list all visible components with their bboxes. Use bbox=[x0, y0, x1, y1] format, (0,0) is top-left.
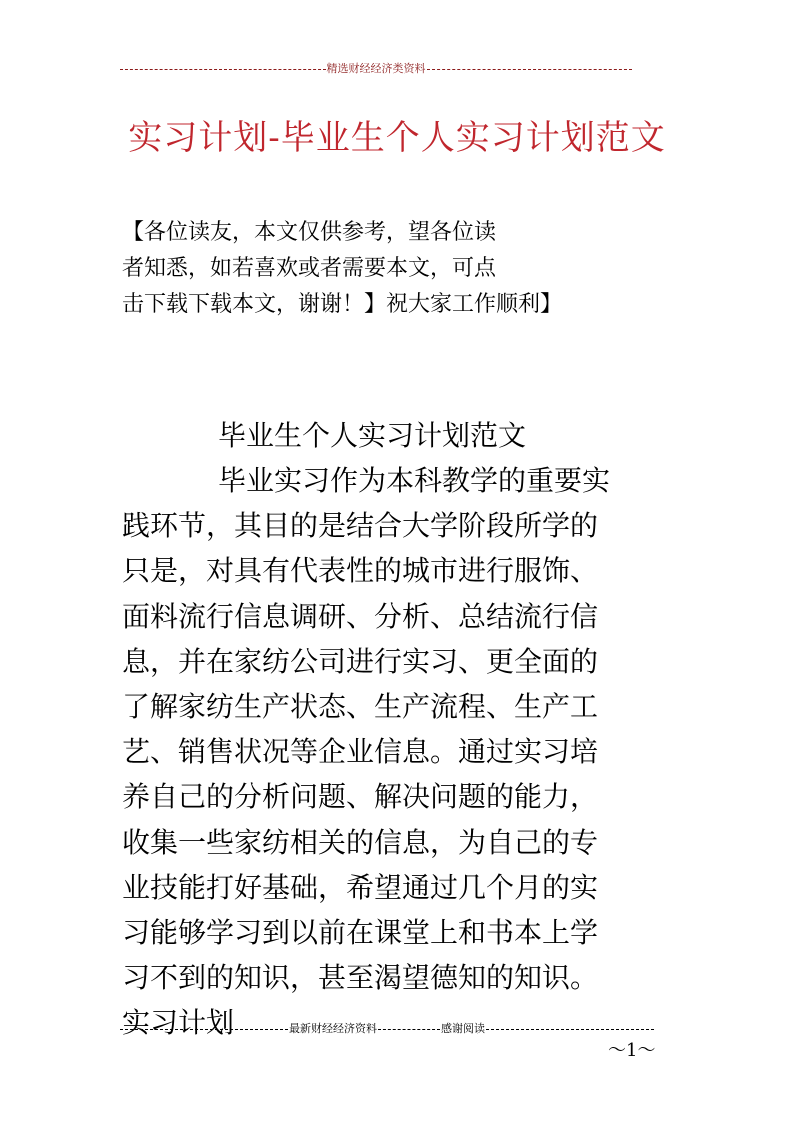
footer-right-label: 感谢阅读 bbox=[441, 1022, 485, 1035]
header-rule-right bbox=[427, 69, 633, 70]
notice-line: 【各位读友，本文仅供参考，望各位读 bbox=[122, 220, 497, 245]
body-line: 习不到的知识，甚至渴望德知的知识。 bbox=[122, 961, 599, 995]
body-line: 业技能打好基础，希望通过几个月的实 bbox=[122, 870, 599, 904]
notice-line: 击下载下载本文，谢谢！】祝大家工作顺利】 bbox=[122, 292, 563, 317]
footer-rule-right bbox=[486, 1029, 654, 1030]
body-line: 养自己的分析问题、解决问题的能力， bbox=[122, 780, 599, 814]
page-number: ～1～ bbox=[608, 1040, 656, 1061]
reader-notice bbox=[122, 215, 642, 323]
footer-rule bbox=[120, 1020, 654, 1036]
body-paragraph bbox=[122, 458, 682, 1046]
document-title: 实习计划-毕业生个人实习计划范文 bbox=[128, 118, 666, 158]
body-line: 息，并在家纺公司进行实习、更全面的 bbox=[122, 644, 599, 678]
header-rule bbox=[120, 60, 632, 76]
body-line: 收集一些家纺相关的信息，为自己的专 bbox=[122, 825, 599, 859]
footer-rule-middle bbox=[378, 1029, 440, 1030]
section-subtitle: 毕业生个人实习计划范文 bbox=[218, 419, 527, 452]
body-line: 了解家纺生产状态、生产流程、生产工 bbox=[122, 690, 599, 724]
footer-rule-left bbox=[120, 1029, 288, 1030]
body-line: 艺、销售状况等企业信息。通过实习培 bbox=[122, 735, 599, 769]
notice-line: 者知悉，如若喜欢或者需要本文，可点 bbox=[122, 256, 497, 281]
header-label: 精选财经经济类资料 bbox=[326, 62, 426, 75]
body-line: 习能够学习到以前在课堂上和书本上学 bbox=[122, 916, 599, 950]
header-rule-left bbox=[120, 69, 326, 70]
body-line: 面料流行信息调研、分析、总结流行信 bbox=[122, 599, 599, 633]
body-line: 践环节，其目的是结合大学阶段所学的 bbox=[122, 509, 599, 543]
body-line: 毕业实习作为本科教学的重要实 bbox=[218, 464, 611, 497]
body-line: 实习计划 bbox=[122, 1006, 235, 1040]
footer-left-label: 最新财经经济资料 bbox=[289, 1022, 377, 1035]
body-line: 只是，对具有代表性的城市进行服饰、 bbox=[122, 554, 599, 588]
